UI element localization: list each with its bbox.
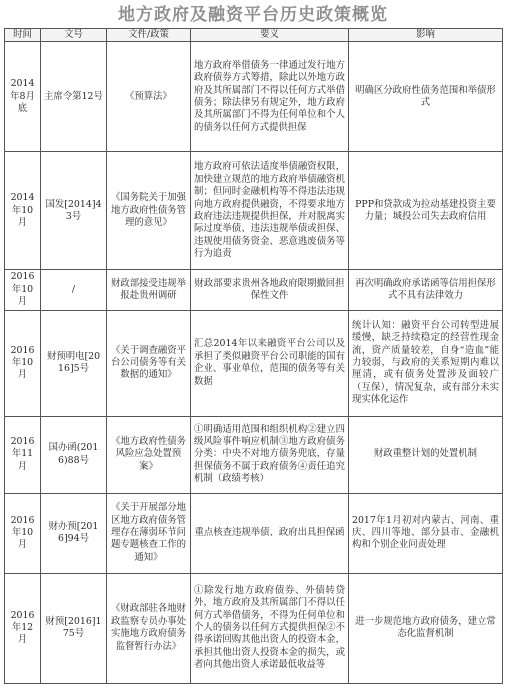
cell-impact: 财政重整计划的处置机制 xyxy=(349,416,503,493)
header-key-points: 要义 xyxy=(191,29,349,42)
cell-time: 2014年10月 xyxy=(5,152,41,270)
header-policy: 文件/政策 xyxy=(107,29,191,42)
cell-time: 2016年10月 xyxy=(5,493,41,573)
cell-impact: 统计认知：融资平台公司转型进展缓慢，缺乏持续稳定的经营性现金流，资产质量较差，自身“造血”能力较弱，与政府的关系短期内难以厘清，或有债务处置涉及面较广（互保），情况复杂，或有部分未实现实体化运作 xyxy=(349,310,503,416)
table-row xyxy=(5,270,503,310)
cell-time: 2014年8月底 xyxy=(5,42,41,152)
table-row xyxy=(5,310,503,416)
cell-impact: 进一步规范地方政府债务，建立常态化监督机制 xyxy=(349,573,503,683)
header-time: 时间 xyxy=(5,29,41,42)
cell-key-points: ①明确适用范围和组织机构②建立四级风险事件响应机制③地方政府债务分类：中央不对地方债务兜底，存量担保债务不属于政府债务④责任追究机制（政绩考核） xyxy=(191,416,349,493)
document-title: 地方政府及融资平台历史政策概览 xyxy=(118,5,388,25)
header-impact: 影响 xyxy=(349,29,503,42)
cell-policy: 《财政部驻各地财政监察专员办事处实施地方政府债务监督暂行办法》 xyxy=(107,573,191,683)
policy-table xyxy=(4,28,503,684)
cell-doc-no: 财预明电[2016]5号 xyxy=(41,310,107,416)
table-header-row xyxy=(5,29,503,42)
table-row xyxy=(5,152,503,270)
cell-policy: 《关于调查融资平台公司债务等有关数据的通知》 xyxy=(107,310,191,416)
cell-key-points: ①除发行地方政府债券、外债转贷外，地方政府及其所属部门不得以任何方式举借债务，不得为任何单位和个人的债务以任何方式提供担保②不得承诺回购其他出资人的投资本金，承担其他出资人投资本金的损失，或者向其他出资人承诺最低收益等 xyxy=(191,573,349,683)
cell-policy: 财政部接受违规举报赴贵州调研 xyxy=(107,270,191,310)
cell-key-points: 汇总2014年以来融资平台公司以及承担了类似融资平台公司职能的国有企业、事业单位，范围的债务等有关数据 xyxy=(191,310,349,416)
cell-doc-no: 国办函(2016)88号 xyxy=(41,416,107,493)
cell-doc-no: 财办预[2016]94号 xyxy=(41,493,107,573)
cell-key-points: 地方政府可依法适度举债融资权限，加快建立规范的地方政府举债融资机制；但同时金融机构等不得违法违规向地方政府提供融资，不得要求地方政府违法违规提供担保，并对脱离实际过度举债、违法违规举债或担保、违规使用债务资金、恶意逃废债务等行为追责 xyxy=(191,152,349,270)
cell-policy: 《关于开展部分地区地方政府债务管理存在薄弱环节问题专题核查工作的通知》 xyxy=(107,493,191,573)
cell-time: 2016年12月 xyxy=(5,573,41,683)
cell-doc-no: / xyxy=(41,270,107,310)
cell-policy: 《预算法》 xyxy=(107,42,191,152)
cell-impact: 明确区分政府性债务范围和举债形式 xyxy=(349,42,503,152)
cell-policy: 《地方政府性债务风险应急处置预案》 xyxy=(107,416,191,493)
cell-key-points: 地方政府举借债务一律通过发行地方政府债券方式筹措，除此以外地方政府及其所属部门不得以任何方式举借债务；除法律另有规定外，地方政府及其所属部门不得为任何单位和个人的债务以任何方式提供担保 xyxy=(191,42,349,152)
table-row xyxy=(5,42,503,152)
cell-impact: PPP和贷款成为拉动基建投资主要力量；城投公司失去政府信用 xyxy=(349,152,503,270)
cell-key-points: 财政部要求贵州各地政府限期撤回担保性文件 xyxy=(191,270,349,310)
cell-impact: 再次明确政府承诺函等信用担保形式不具有法律效力 xyxy=(349,270,503,310)
table-row xyxy=(5,416,503,493)
cell-impact: 2017年1月初对内蒙古、河南、重庆、四川等地、部分县市、金融机构和个别企业问责处理 xyxy=(349,493,503,573)
table-row xyxy=(5,573,503,683)
cell-time: 2016年10月 xyxy=(5,310,41,416)
header-doc-no: 文号 xyxy=(41,29,107,42)
cell-key-points: 重点核查违规举债、政府出具担保函 xyxy=(191,493,349,573)
cell-doc-no: 财预[2016]175号 xyxy=(41,573,107,683)
cell-time: 2016年11月 xyxy=(5,416,41,493)
cell-time: 2016年10月 xyxy=(5,270,41,310)
cell-doc-no: 国发[2014]43号 xyxy=(41,152,107,270)
cell-policy: 《国务院关于加强地方政府性债务管理的意见》 xyxy=(107,152,191,270)
cell-doc-no: 主席令第12号 xyxy=(41,42,107,152)
table-row xyxy=(5,493,503,573)
